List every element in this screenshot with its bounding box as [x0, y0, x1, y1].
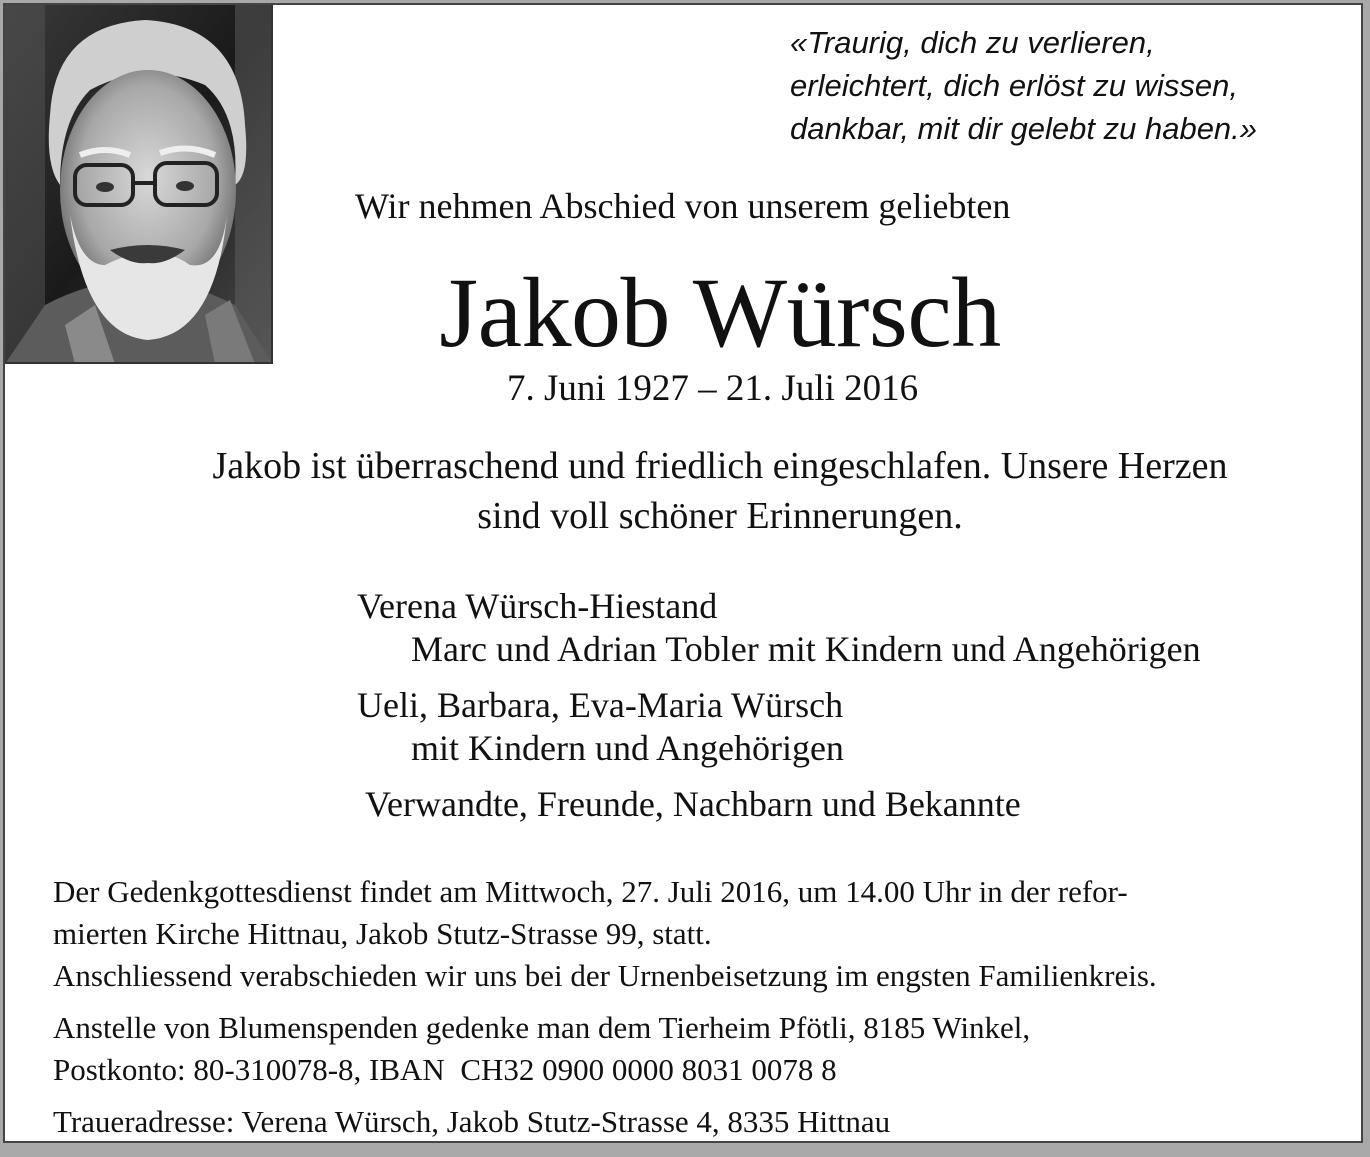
- donation-info: Postkonto: 80-310078-8, IBAN CH32 0900 0000 8031 0078 8: [53, 1052, 837, 1087]
- details-block: [53, 871, 1157, 1143]
- family-member: mit Kindern und Angehörigen: [411, 728, 844, 768]
- quote-line: dankbar, mit dir gelebt zu haben.»: [790, 111, 1258, 146]
- service-info: mierten Kirche Hittnau, Jakob Stutz-Strasse 99, statt.: [53, 916, 712, 951]
- obituary-notice: [3, 3, 1363, 1143]
- quote-line: erleichtert, dich erlöst zu wissen,: [790, 68, 1238, 103]
- quote-block: [790, 21, 1257, 150]
- quote-line: «Traurig, dich zu verlieren,: [790, 25, 1155, 60]
- family-member: Ueli, Barbara, Eva-Maria Würsch: [357, 685, 844, 725]
- family-member: Verena Würsch-Hiestand: [357, 586, 718, 626]
- mourning-address: Traueradresse: Verena Würsch, Jakob Stutz-Strasse 4, 8335 Hittnau: [53, 1104, 891, 1139]
- message-line: sind voll schöner Erinnerungen.: [477, 495, 963, 537]
- service-info: Der Gedenkgottesdienst findet am Mittwoch, 27. Juli 2016, um 14.00 Uhr in der refor-: [53, 874, 1128, 909]
- intro-text: Wir nehmen Abschied von unserem geliebten: [355, 186, 1011, 226]
- message-block: [65, 441, 1363, 541]
- message-line: Jakob ist überraschend und friedlich eingeschlafen. Unsere Herzen: [212, 445, 1228, 487]
- family-member: Verwandte, Freunde, Nachbarn und Bekannte: [365, 784, 1021, 824]
- service-info: Anschliessend verabschieden wir uns bei der Urnenbeisetzung im engsten Familienkreis.: [53, 958, 1157, 993]
- family-member: Marc und Adrian Tobler mit Kindern und Angehörigen: [411, 629, 1201, 669]
- life-dates: 7. Juni 1927 – 21. Juli 2016: [507, 368, 919, 409]
- donation-info: Anstelle von Blumenspenden gedenke man dem Tierheim Pfötli, 8185 Winkel,: [53, 1010, 1031, 1045]
- deceased-name: Jakob Würsch: [439, 257, 1001, 368]
